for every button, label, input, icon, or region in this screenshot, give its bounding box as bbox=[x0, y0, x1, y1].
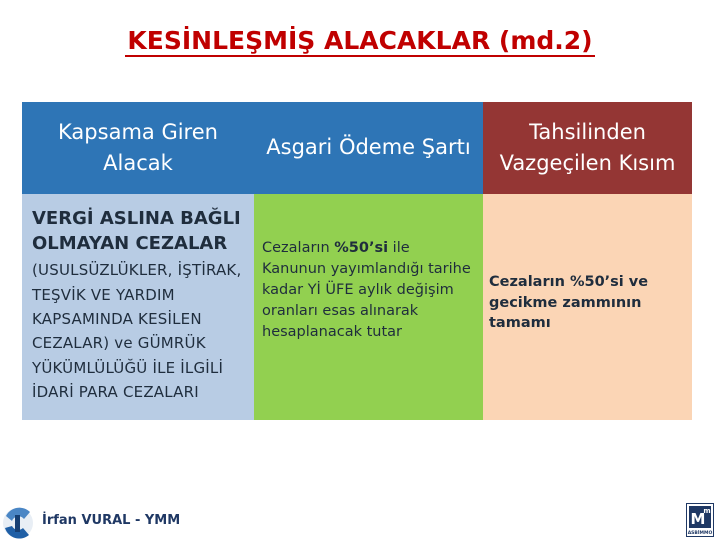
cell-kapsama-subtitle: (USULSÜZLÜKLER, İŞTİRAK, TEŞVİK VE YARDIM KAPSAMINDA KESİLEN CEZALAR) ve GÜMRÜK YÜKÜMLÜLÜĞÜ İLE İLGİLİ İDARİ PARA CEZALARI bbox=[32, 261, 242, 401]
page-title-text: KESİNLEŞMİŞ ALACAKLAR (md.2) bbox=[127, 26, 593, 55]
asbimmo-logo-icon bbox=[686, 503, 714, 537]
ivural-logo-icon bbox=[2, 506, 38, 540]
header-kapsama-label: Kapsama Giren Alacak bbox=[58, 119, 218, 175]
cell-asgari-text bbox=[262, 238, 477, 343]
cell-asgari-bold: %50’si bbox=[334, 240, 389, 256]
asbimmo-logo-sup: m bbox=[703, 507, 711, 515]
cell-asgari-prefix: Cezaların bbox=[262, 240, 335, 256]
cell-kapsama-title: VERGİ ASLINA BAĞLI OLMAYAN CEZALAR bbox=[32, 208, 241, 255]
cell-asgari bbox=[254, 194, 483, 420]
asbimmo-logo-letter: M bbox=[690, 510, 706, 528]
header-asgari bbox=[254, 102, 483, 194]
header-tahsil-label: Tahsilinden Vazgeçilen Kısım bbox=[499, 119, 676, 175]
cell-tahsil-text: Cezaların %50’si ve gecikme zammının tamamı bbox=[489, 274, 649, 332]
page-title bbox=[0, 26, 720, 55]
header-tahsil bbox=[483, 102, 692, 194]
cell-asgari-suffix: ile Kanunun yayımlandığı tarihe kadar Yİ ÜFE aylık değişim oranları esas alınarak hesaplanacak tutar bbox=[262, 240, 471, 341]
header-kapsama bbox=[22, 102, 254, 194]
header-asgari-label: Asgari Ödeme Şartı bbox=[266, 135, 471, 160]
asbimmo-logo-caption: ASBİMMO bbox=[687, 531, 713, 536]
footer-author: İrfan VURAL - YMM bbox=[42, 513, 181, 528]
cell-tahsil bbox=[483, 194, 692, 420]
cell-kapsama bbox=[22, 194, 254, 420]
